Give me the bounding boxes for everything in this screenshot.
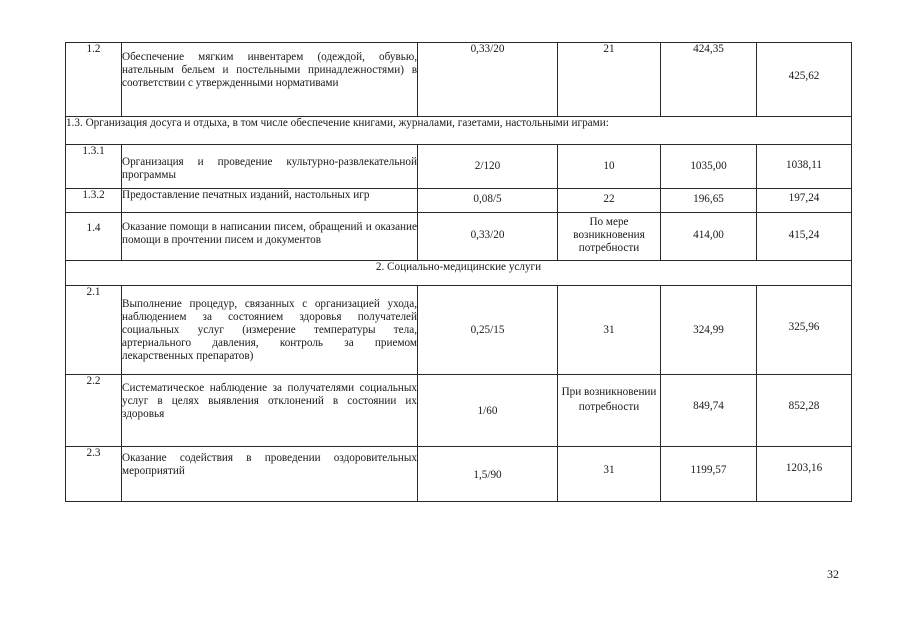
norm-time: 1,5/90 [418,447,558,502]
table-row [66,213,852,261]
service-description: Оказание содействия в проведении оздоровительных мероприятий [122,447,418,502]
table-row [66,189,852,213]
norm-time: 0,33/20 [418,43,558,117]
norm-time: 0,33/20 [418,213,558,261]
price-2: 197,24 [757,189,852,213]
price-1: 849,74 [661,375,757,447]
norm-time: 2/120 [418,145,558,189]
norm-time: 1/60 [418,375,558,447]
service-description: Обеспечение мягким инвентарем (одеждой, обувью, нательным бельем и постельными принадлежностями) в соответствии с утвержденными нормативами [122,43,418,117]
row-number: 2.2 [66,375,122,447]
row-number: 1.3.1 [66,145,122,189]
price-1: 424,35 [661,43,757,117]
price-2: 1038,11 [757,145,852,189]
norm-time: 0,25/15 [418,286,558,375]
row-number: 1.2 [66,43,122,117]
frequency: По мере возникновения потребности [558,213,661,261]
price-2: 852,28 [757,375,852,447]
table-row [66,375,852,447]
price-2: 325,96 [757,286,852,375]
price-1: 324,99 [661,286,757,375]
row-number: 1.4 [66,213,122,261]
service-description: Организация и проведение культурно-развлекательной программы [122,145,418,189]
services-table [65,42,852,502]
table-row [66,286,852,375]
section-row [66,117,852,145]
frequency: 31 [558,447,661,502]
price-2: 425,62 [757,43,852,117]
norm-time: 0,08/5 [418,189,558,213]
price-1: 414,00 [661,213,757,261]
row-number: 1.3.2 [66,189,122,213]
price-2: 415,24 [757,213,852,261]
frequency: 21 [558,43,661,117]
service-description: Систематическое наблюдение за получателями социальных услуг в целях выявления отклонений в состоянии их здоровья [122,375,418,447]
section-row [66,261,852,286]
frequency: При возникновении потребности [558,375,661,447]
page-number: 32 [827,567,839,581]
row-number: 2.3 [66,447,122,502]
section-heading: 2. Социально-медицинские услуги [66,261,852,286]
section-heading: 1.3. Организация досуга и отдыха, в том числе обеспечение книгами, журналами, газетами, настольными играми: [66,117,852,145]
frequency: 10 [558,145,661,189]
row-number: 2.1 [66,286,122,375]
frequency: 31 [558,286,661,375]
service-description: Оказание помощи в написании писем, обращений и оказание помощи в прочтении писем и документов [122,213,418,261]
price-1: 1035,00 [661,145,757,189]
frequency: 22 [558,189,661,213]
service-description: Выполнение процедур, связанных с организацией ухода, наблюдением за состоянием здоровья получателей социальных услуг (измерение температуры тела, артериального давления, контроль за приемом лекарственных препаратов) [122,286,418,375]
price-1: 1199,57 [661,447,757,502]
table-row [66,43,852,117]
table-row [66,447,852,502]
price-2: 1203,16 [757,447,852,502]
table-row [66,145,852,189]
service-description: Предоставление печатных изданий, настольных игр [122,189,418,213]
price-1: 196,65 [661,189,757,213]
